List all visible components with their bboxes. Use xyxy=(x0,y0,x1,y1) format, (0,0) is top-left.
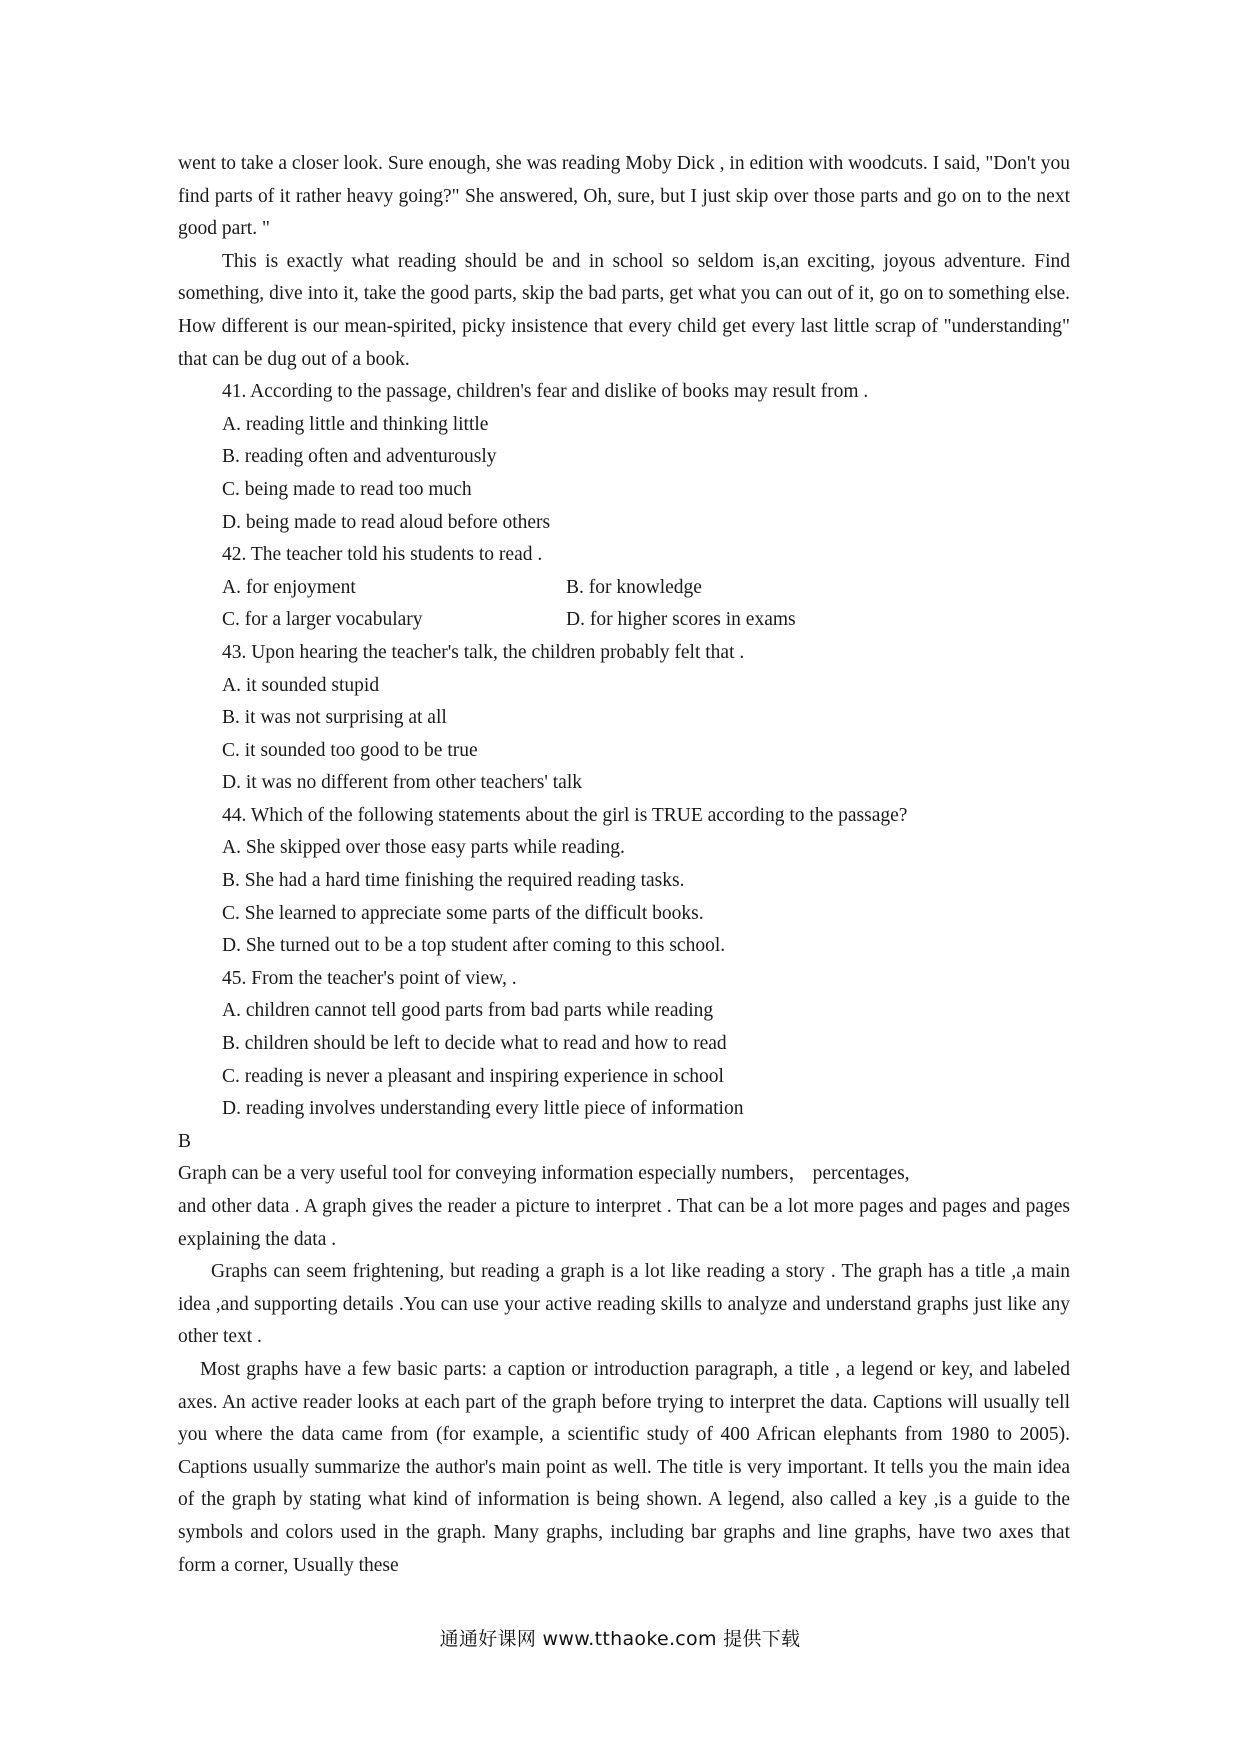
question-41 xyxy=(178,376,1070,539)
footer-watermark: 通通好课网 www.tthaoke.com 提供下载 xyxy=(439,1628,801,1650)
question-stem: 44. Which of the following statements about the girl is TRUE according to the passage? xyxy=(222,804,908,826)
option-a: A. children cannot tell good parts from bad parts while reading xyxy=(222,1000,714,1022)
document-page xyxy=(178,148,1070,1582)
passage-b-paragraph-3: Most graphs have a few basic parts: a caption or introduction paragraph, a title , a legend or key, and labeled axes. An active reader looks at each part of the graph before trying to interpret the data. Captions will usually tell you where the data came from (for example, a scientific study of 400 African elephants from 1980 to 2005). Captions usually summarize the author's main point as well. The title is very important. It tells you the main idea of the graph by stating what kind of information is being shown. A legend, also called a key ,is a guide to the symbols and colors used in the graph. Many graphs, including bar graphs and line graphs, have two axes that form a corner, Usually these xyxy=(178,1358,1070,1576)
option-b: B. it was not surprising at all xyxy=(222,707,447,729)
option-c: C. being made to read too much xyxy=(222,478,472,500)
option-a: A. for enjoyment xyxy=(222,576,356,598)
option-a: A. She skipped over those easy parts while reading. xyxy=(222,837,625,859)
option-a: A. it sounded stupid xyxy=(222,674,380,696)
passage-b-paragraph-1-rest: and other data . A graph gives the reader a picture to interpret . That can be a lot more pages and pages and pages explaining the data . xyxy=(178,1196,1070,1250)
option-c: C. it sounded too good to be true xyxy=(222,739,478,761)
passage-a-paragraph-1: went to take a closer look. Sure enough, she was reading Moby Dick , in edition with woodcuts. I said, "Don't you find parts of it rather heavy going?" She answered, Oh, sure, but I just skip over those parts and go on to the next good part. " xyxy=(178,153,1070,240)
option-a: A. reading little and thinking little xyxy=(222,413,489,435)
question-stem: 43. Upon hearing the teacher's talk, the children probably felt that . xyxy=(222,641,745,663)
question-stem: 45. From the teacher's point of view, . xyxy=(222,967,517,989)
option-b: B. for knowledge xyxy=(566,576,702,598)
option-row xyxy=(178,572,1070,605)
question-44 xyxy=(178,800,1070,963)
option-row xyxy=(178,604,1070,637)
option-c: C. for a larger vocabulary xyxy=(222,609,423,631)
passage-b-paragraph-2: Graphs can seem frightening, but reading a graph is a lot like reading a story . The graph has a title ,a main idea ,and supporting details .You can use your active reading skills to analyze and understand graphs just like any other text . xyxy=(178,1261,1070,1348)
section-label-b: B xyxy=(178,1130,192,1152)
question-45 xyxy=(178,963,1070,1126)
option-c: C. She learned to appreciate some parts of the difficult books. xyxy=(222,902,704,924)
option-d: D. She turned out to be a top student after coming to this school. xyxy=(222,935,726,957)
option-d: D. being made to read aloud before others xyxy=(222,511,551,533)
option-d: D. for higher scores in exams xyxy=(566,609,796,631)
passage-b-paragraph-1-line-1: Graph can be a very useful tool for conveying information especially numbers， percentages, xyxy=(178,1163,910,1185)
option-b: B. She had a hard time finishing the required reading tasks. xyxy=(222,870,685,892)
option-c: C. reading is never a pleasant and inspiring experience in school xyxy=(222,1065,724,1087)
option-b: B. children should be left to decide what to read and how to read xyxy=(222,1033,727,1055)
question-43 xyxy=(178,637,1070,800)
option-d: D. it was no different from other teachers' talk xyxy=(222,772,582,794)
question-stem: 42. The teacher told his students to read . xyxy=(222,544,543,566)
option-d: D. reading involves understanding every little piece of information xyxy=(222,1098,744,1120)
passage-a-paragraph-2: This is exactly what reading should be and in school so seldom is,an exciting, joyous adventure. Find something, dive into it, take the good parts, skip the bad parts, get what you can out of it, go on to something else. How different is our mean-spirited, picky insistence that every child get every last little scrap of "understanding" that can be dug out of a book. xyxy=(178,250,1070,370)
question-stem: 41. According to the passage, children's fear and dislike of books may result from . xyxy=(222,381,869,403)
option-b: B. reading often and adventurously xyxy=(222,446,497,468)
question-42 xyxy=(178,539,1070,637)
